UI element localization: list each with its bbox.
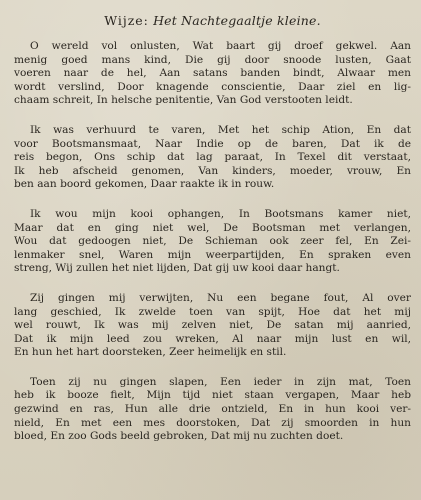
verse-line: bloed, En zoo Gods beeld gebroken, Dat mij nu zuchten doet. bbox=[14, 430, 344, 443]
verse-line: menig goed mans kind, Die gij door snoode lusten, Gaat bbox=[14, 53, 411, 66]
verse-line: voor Bootsmansmaat, Naar Indie op de baren, Dat ik de bbox=[14, 137, 411, 150]
verse-line: ben aan boord gekomen, Daar raakte ik in rouw. bbox=[14, 178, 275, 191]
verse-line: Ik wou mijn kooi ophangen, In Bootsmans kamer niet, bbox=[30, 207, 411, 220]
verse-line: Maar dat en ging niet wel, De Bootsman met verlangen, bbox=[14, 221, 411, 234]
verse-line: chaam schreit, In helsche penitentie, Van God verstooten leidt. bbox=[14, 94, 353, 107]
verse-line: reis begon, Ons schip dat lag paraat, In Texel dit verstaat, bbox=[14, 151, 411, 164]
tune-label: Wijze: bbox=[104, 13, 149, 28]
stanza-4 bbox=[14, 292, 411, 360]
verse-line: O wereld vol onlusten, Wat baart gij droef gekwel. Aan bbox=[30, 40, 411, 52]
verse-line: wel rouwt, Ik was mij zelven niet, De satan mij aanried, bbox=[14, 319, 411, 332]
verse-line: Dat ik mijn leed zou wreken, Al naar mijn lust en wil, bbox=[14, 332, 411, 345]
stanza-2 bbox=[14, 124, 411, 192]
tune-title: Het Nachtegaaltje kleine. bbox=[153, 13, 321, 28]
verse-line: lang geschied, Ik zwelde toen van spijt, Hoe dat het mij bbox=[14, 305, 411, 318]
verse-line: En hun het hart doorsteken, Zeer heimelijk en stil. bbox=[14, 346, 287, 359]
verse-line: nield, En met een mes doorstoken, Dat zij smoorden in hun bbox=[14, 416, 411, 429]
verse-line: wordt verslind, Door knagende conscientie, Daar ziel en lig- bbox=[14, 80, 411, 93]
verse-line: Ik was verhuurd te varen, Met het schip Ation, En dat bbox=[30, 123, 411, 136]
song-heading bbox=[14, 13, 411, 28]
verse-line: voeren naar de hel, Aan satans banden bindt, Alwaar men bbox=[14, 67, 411, 80]
verse-line: Toen zij nu gingen slapen, Een ieder in zijn mat, Toen bbox=[30, 375, 411, 388]
stanza-1 bbox=[14, 40, 411, 108]
verse-line: streng, Wij zullen het niet lijden, Dat gij uw kooi daar hangt. bbox=[14, 262, 340, 275]
verse-line: gezwind en ras, Hun alle drie ontzield, En in hun kooi ver- bbox=[14, 403, 411, 416]
verse-line: lenmaker snel, Waren mijn weerpartijden, En spraken even bbox=[14, 248, 411, 261]
stanza-5 bbox=[14, 376, 411, 444]
stanza-3 bbox=[14, 208, 411, 276]
verse-line: heb ik booze fielt, Mijn tijd niet staan vergapen, Maar heb bbox=[14, 389, 411, 402]
verse-line: Wou dat gedoogen niet, De Schieman ook zeer fel, En Zei- bbox=[14, 235, 411, 248]
verse-line: Zij gingen mij verwijten, Nu een begane fout, Al over bbox=[30, 291, 411, 304]
verse-line: Ik heb afscheid genomen, Van kinders, moeder, vrouw, En bbox=[14, 164, 411, 177]
